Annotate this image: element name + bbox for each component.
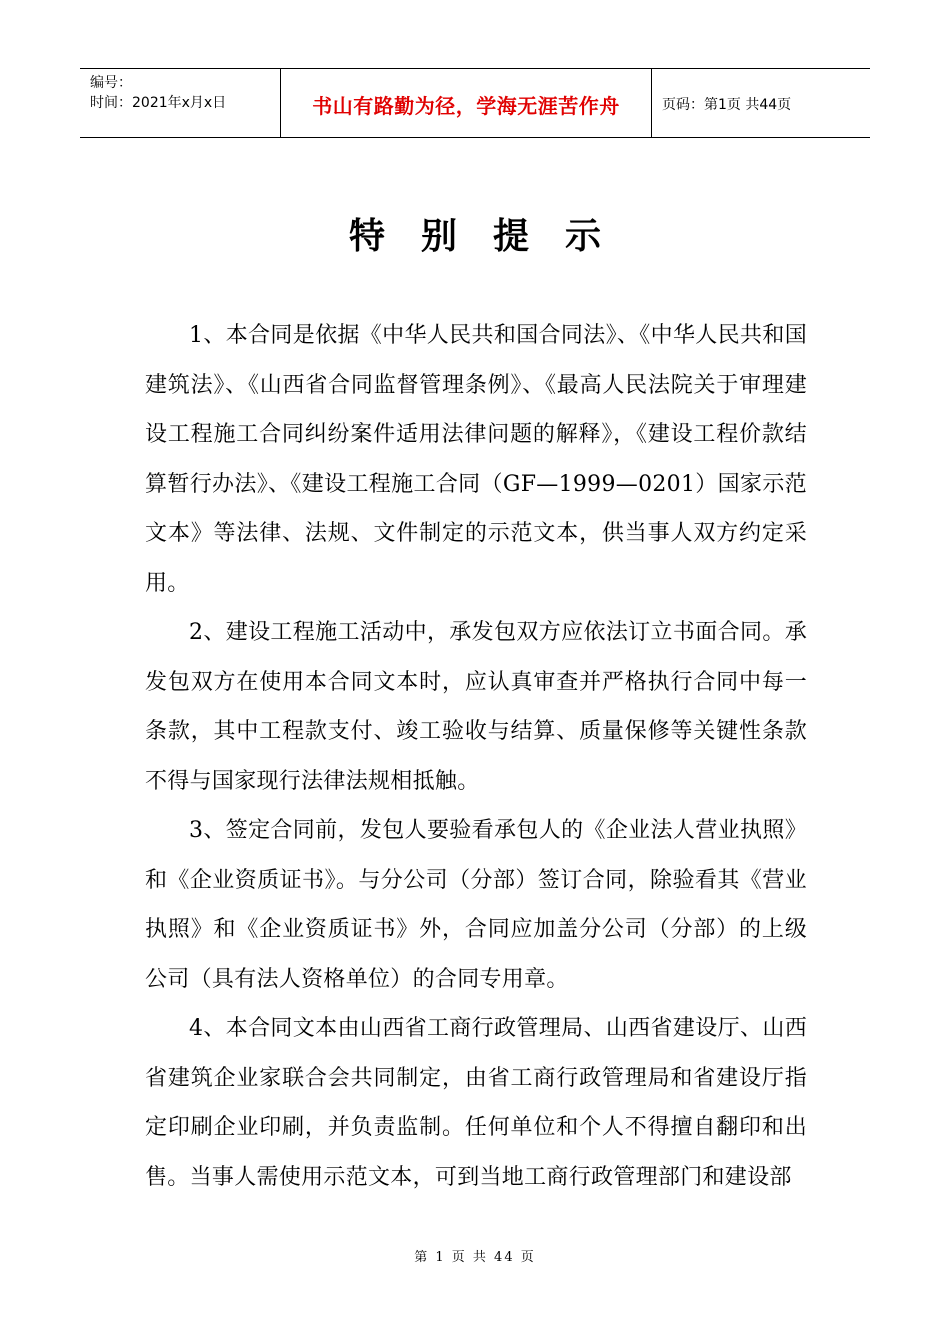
page-footer: 第 1 页 共 44 页 [414, 1250, 536, 1265]
document-body [145, 311, 807, 1202]
paragraph-2: 2、建设工程施工活动中，承发包双方应依法订立书面合同。承发包双方在使用本合同文本时，应认真审查并严格执行合同中每一条款，其中工程款支付、竣工验收与结算、质量保修等关键性条款不得与国家现行法律法规相抵触。 [145, 620, 807, 794]
header-meta [80, 69, 281, 137]
document-number-label: 编号： [90, 75, 132, 91]
page-header [80, 68, 870, 138]
paragraph-4: 4、本合同文本由山西省工商行政管理局、山西省建设厅、山西省建筑企业家联合会共同制定，由省工商行政管理局和省建设厅指定印刷企业印刷，并负责监制。任何单位和个人不得擅自翻印和出售。当事人需使用示范文本，可到当地工商行政管理部门和建设部 [145, 1016, 807, 1190]
paragraph-1: 1、本合同是依据《中华人民共和国合同法》、《中华人民共和国建筑法》、《山西省合同监督管理条例》、《最高人民法院关于审理建设工程施工合同纠纷案件适用法律问题的解释》，《建设工程价款结算暂行办法》、《建设工程施工合同（GF—1999—0201）国家示范文本》等法律、法规、文件制定的示范文本，供当事人双方约定采用。 [145, 323, 807, 596]
header-motto: 书山有路勤为径，学海无涯苦作舟 [312, 93, 620, 118]
paragraph-3: 3、签定合同前，发包人要验看承包人的《企业法人营业执照》和《企业资质证书》。与分公司（分部）签订合同，除验看其《营业执照》和《企业资质证书》外，合同应加盖分公司（分部）的上级公司（具有法人资格单位）的合同专用章。 [145, 818, 807, 992]
header-motto-cell [281, 69, 652, 137]
header-page-info: 页码：第1页 共44页 [662, 97, 792, 113]
page-title: 特别提示 [348, 216, 637, 257]
document-time-label: 时间：2021年x月x日 [90, 95, 227, 111]
